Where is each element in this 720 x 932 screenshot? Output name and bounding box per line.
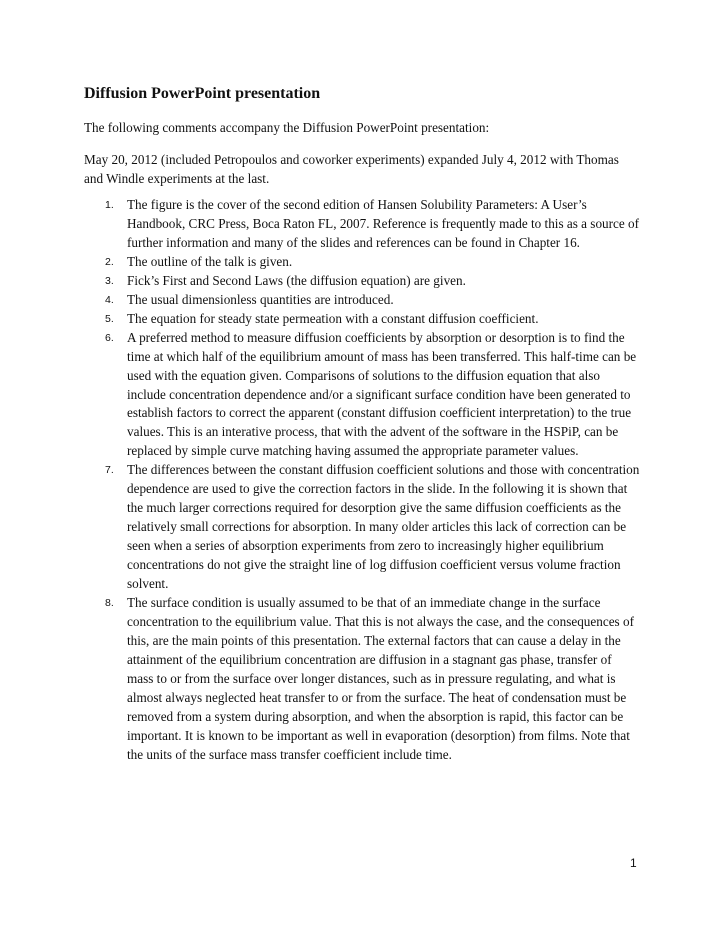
list-item xyxy=(84,291,640,310)
list-item-text: The differences between the constant diffusion coefficient solutions and those with concentration dependence are used to give the correction factors in the slide. In the following it is shown that the much larger corrections required for desorption give the same diffusion coefficients as the relatively small corrections for absorption. In many older articles this lack of correction can be seen when a series of absorption experiments from zero to increasingly higher equilibrium concentrations do not give the straight line of log diffusion coefficient versus volume fraction solvent. xyxy=(127,462,640,592)
list-item-number: 7. xyxy=(105,464,114,477)
list-item xyxy=(84,461,640,594)
list-item-text: The equation for steady state permeation with a constant diffusion coefficient. xyxy=(127,310,539,326)
list-item-text: The figure is the cover of the second edition of Hansen Solubility Parameters: A User’s Handbook, CRC Press, Boca Raton FL, 2007. Reference is frequently made to this as a source of further information and many of the slides and references can be found in Chapter 16. xyxy=(127,197,640,250)
list-item-number: 5. xyxy=(105,312,114,325)
page-title: Diffusion PowerPoint presentation xyxy=(84,85,321,102)
list-item-number: 3. xyxy=(105,274,114,287)
list-item-text: Fick’s First and Second Laws (the diffusion equation) are given. xyxy=(127,272,466,288)
list-item-text: The usual dimensionless quantities are introduced. xyxy=(127,291,394,307)
list-item-number: 8. xyxy=(105,597,114,610)
list-item xyxy=(84,310,640,329)
list-item-text: A preferred method to measure diffusion coefficients by absorption or desorption is to find the time at which half of the equilibrium amount of mass has been transferred. This half-time can be used with the equation given. Comparisons of solutions to the diffusion equation that also include concentration dependence and/or a significant surface condition have been generated to establish factors to correct the apparent (constant diffusion coefficient interpretation) to the true values. This is an interative process, that with the advent of the software in the HSPiP, can be replaced by simple curve matching having assumed the appropriate parameter values. xyxy=(127,329,637,459)
list-item xyxy=(84,253,640,272)
page-number: 1 xyxy=(630,856,637,870)
list-item-text: The surface condition is usually assumed to be that of an immediate change in the surface concentration to the equilibrium value. That this is not always the case, and the consequences of this, are the main points of this presentation. The external factors that can cause a delay in the attainment of the equilibrium concentration are diffusion in a stagnant gas phase, transfer of mass to or from the surface over longer distances, such as in pressure regulating, and what is almost always neglected heat transfer to or from the surface. The heat of condensation must be removed from a system during absorption, and when the absorption is rapid, this factor can be important. It is known to be important as well in evaporation (desorption) from films. Note that the units of the surface mass transfer coefficient include time. xyxy=(127,595,634,762)
list-item-number: 4. xyxy=(105,293,114,306)
list-item xyxy=(84,594,640,765)
list-item-number: 2. xyxy=(105,255,114,268)
numbered-comment-list xyxy=(84,196,640,765)
revision-dates-paragraph: May 20, 2012 (included Petropoulos and coworker experiments) expanded July 4, 2012 with Thomas and Windle experiments at the last. xyxy=(84,152,619,186)
list-item-text: The outline of the talk is given. xyxy=(127,253,293,269)
list-item xyxy=(84,196,640,253)
list-item-number: 1. xyxy=(105,199,114,211)
list-item xyxy=(84,272,640,291)
list-item-number: 6. xyxy=(105,331,114,344)
list-item xyxy=(84,329,640,462)
intro-paragraph: The following comments accompany the Diffusion PowerPoint presentation: xyxy=(84,120,490,135)
